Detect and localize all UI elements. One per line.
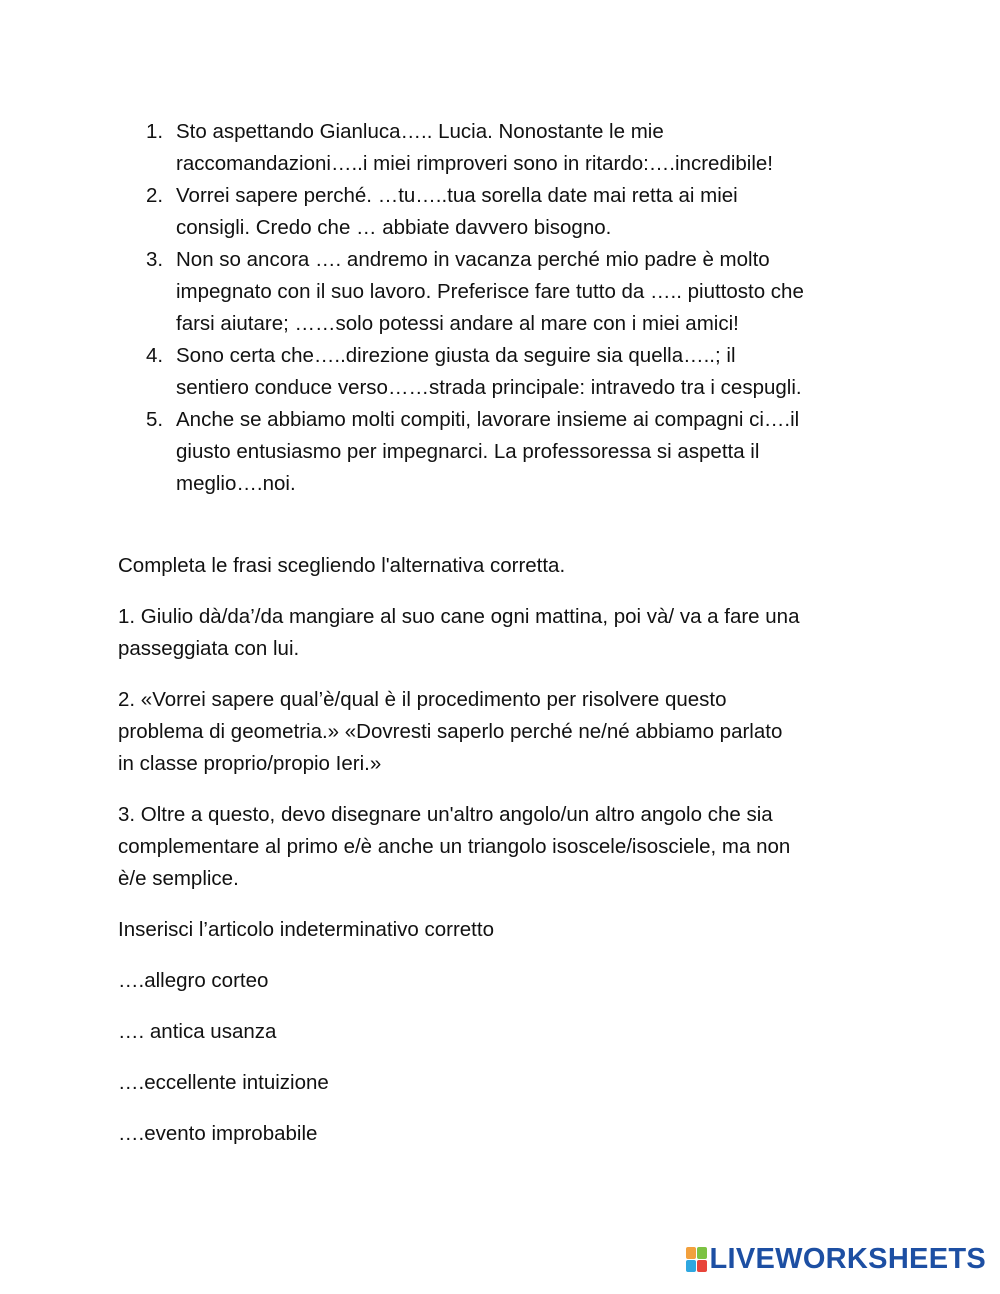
sentence-line: 2. «Vorrei sapere qual’è/qual è il procedimento per risolvere questo: [118, 688, 727, 711]
logo-mark-icon: [686, 1247, 707, 1272]
exercise-item-2: [118, 180, 888, 244]
item-number: 5.: [146, 408, 164, 431]
item-number: 2.: [146, 184, 164, 207]
sentence-line: in classe proprio/propio Ieri.»: [118, 752, 382, 775]
instruction-indefinite-article: Inserisci l’articolo indeterminativo corretto: [118, 918, 494, 941]
item-line: Non so ancora …. andremo in vacanza perché mio padre è molto: [176, 248, 770, 271]
item-number: 1.: [146, 120, 164, 143]
article-item-2: …. antica usanza: [118, 1020, 277, 1043]
numbered-exercise-list: [118, 116, 888, 500]
logo-square: [686, 1247, 696, 1259]
sentence-line: passeggiata con lui.: [118, 637, 300, 660]
exercise-item-4: [118, 340, 888, 404]
item-line: farsi aiutare; ……solo potessi andare al mare con i miei amici!: [176, 312, 739, 335]
item-number: 4.: [146, 344, 164, 367]
item-line: sentiero conduce verso……strada principale: intravedo tra i cespugli.: [176, 376, 802, 399]
article-item-3: ….eccellente intuizione: [118, 1071, 329, 1094]
item-number: 3.: [146, 248, 164, 271]
item-line: raccomandazioni…..i miei rimproveri sono in ritardo:….incredibile!: [176, 152, 774, 175]
sentence-line: 3. Oltre a questo, devo disegnare un'altro angolo/un altro angolo che sia: [118, 803, 773, 826]
exercise-item-1: [118, 116, 888, 180]
sentence-line: complementare al primo e/è anche un triangolo isoscele/isosciele, ma non: [118, 835, 791, 858]
logo-square: [697, 1260, 707, 1272]
exercise-item-5: [118, 404, 888, 500]
exercise-item-3: [118, 244, 888, 340]
choice-sentence-2: [118, 684, 888, 780]
item-line: Sono certa che…..direzione giusta da seguire sia quella…..; il: [176, 344, 736, 367]
article-item-1: ….allegro corteo: [118, 969, 269, 992]
choice-sentence-1: [118, 601, 888, 665]
item-line: Anche se abbiamo molti compiti, lavorare insieme ai compagni ci….il: [176, 408, 800, 431]
logo-square: [686, 1260, 696, 1272]
item-line: consigli. Credo che … abbiate davvero bisogno.: [176, 216, 612, 239]
sentence-line: 1. Giulio dà/da’/da mangiare al suo cane ogni mattina, poi và/ va a fare una: [118, 605, 800, 628]
item-line: Vorrei sapere perché. …tu…..tua sorella date mai retta ai miei: [176, 184, 738, 207]
liveworksheets-logo: [686, 1243, 987, 1276]
logo-text: LIVEWORKSHEETS: [709, 1243, 986, 1275]
item-line: meglio….noi.: [176, 472, 296, 495]
article-item-4: ….evento improbabile: [118, 1122, 318, 1145]
item-line: Sto aspettando Gianluca….. Lucia. Nonostante le mie: [176, 120, 664, 143]
sentence-line: problema di geometria.» «Dovresti saperlo perché ne/né abbiamo parlato: [118, 720, 783, 743]
sentence-line: è/e semplice.: [118, 867, 239, 890]
choice-sentence-3: [118, 799, 888, 895]
item-line: giusto entusiasmo per impegnarci. La professoressa si aspetta il: [176, 440, 760, 463]
logo-square: [697, 1247, 707, 1259]
item-line: impegnato con il suo lavoro. Preferisce fare tutto da ….. piuttosto che: [176, 280, 804, 303]
worksheet-page: [118, 116, 888, 1150]
instruction-choose-alternative: Completa le frasi scegliendo l'alternativa corretta.: [118, 554, 566, 577]
